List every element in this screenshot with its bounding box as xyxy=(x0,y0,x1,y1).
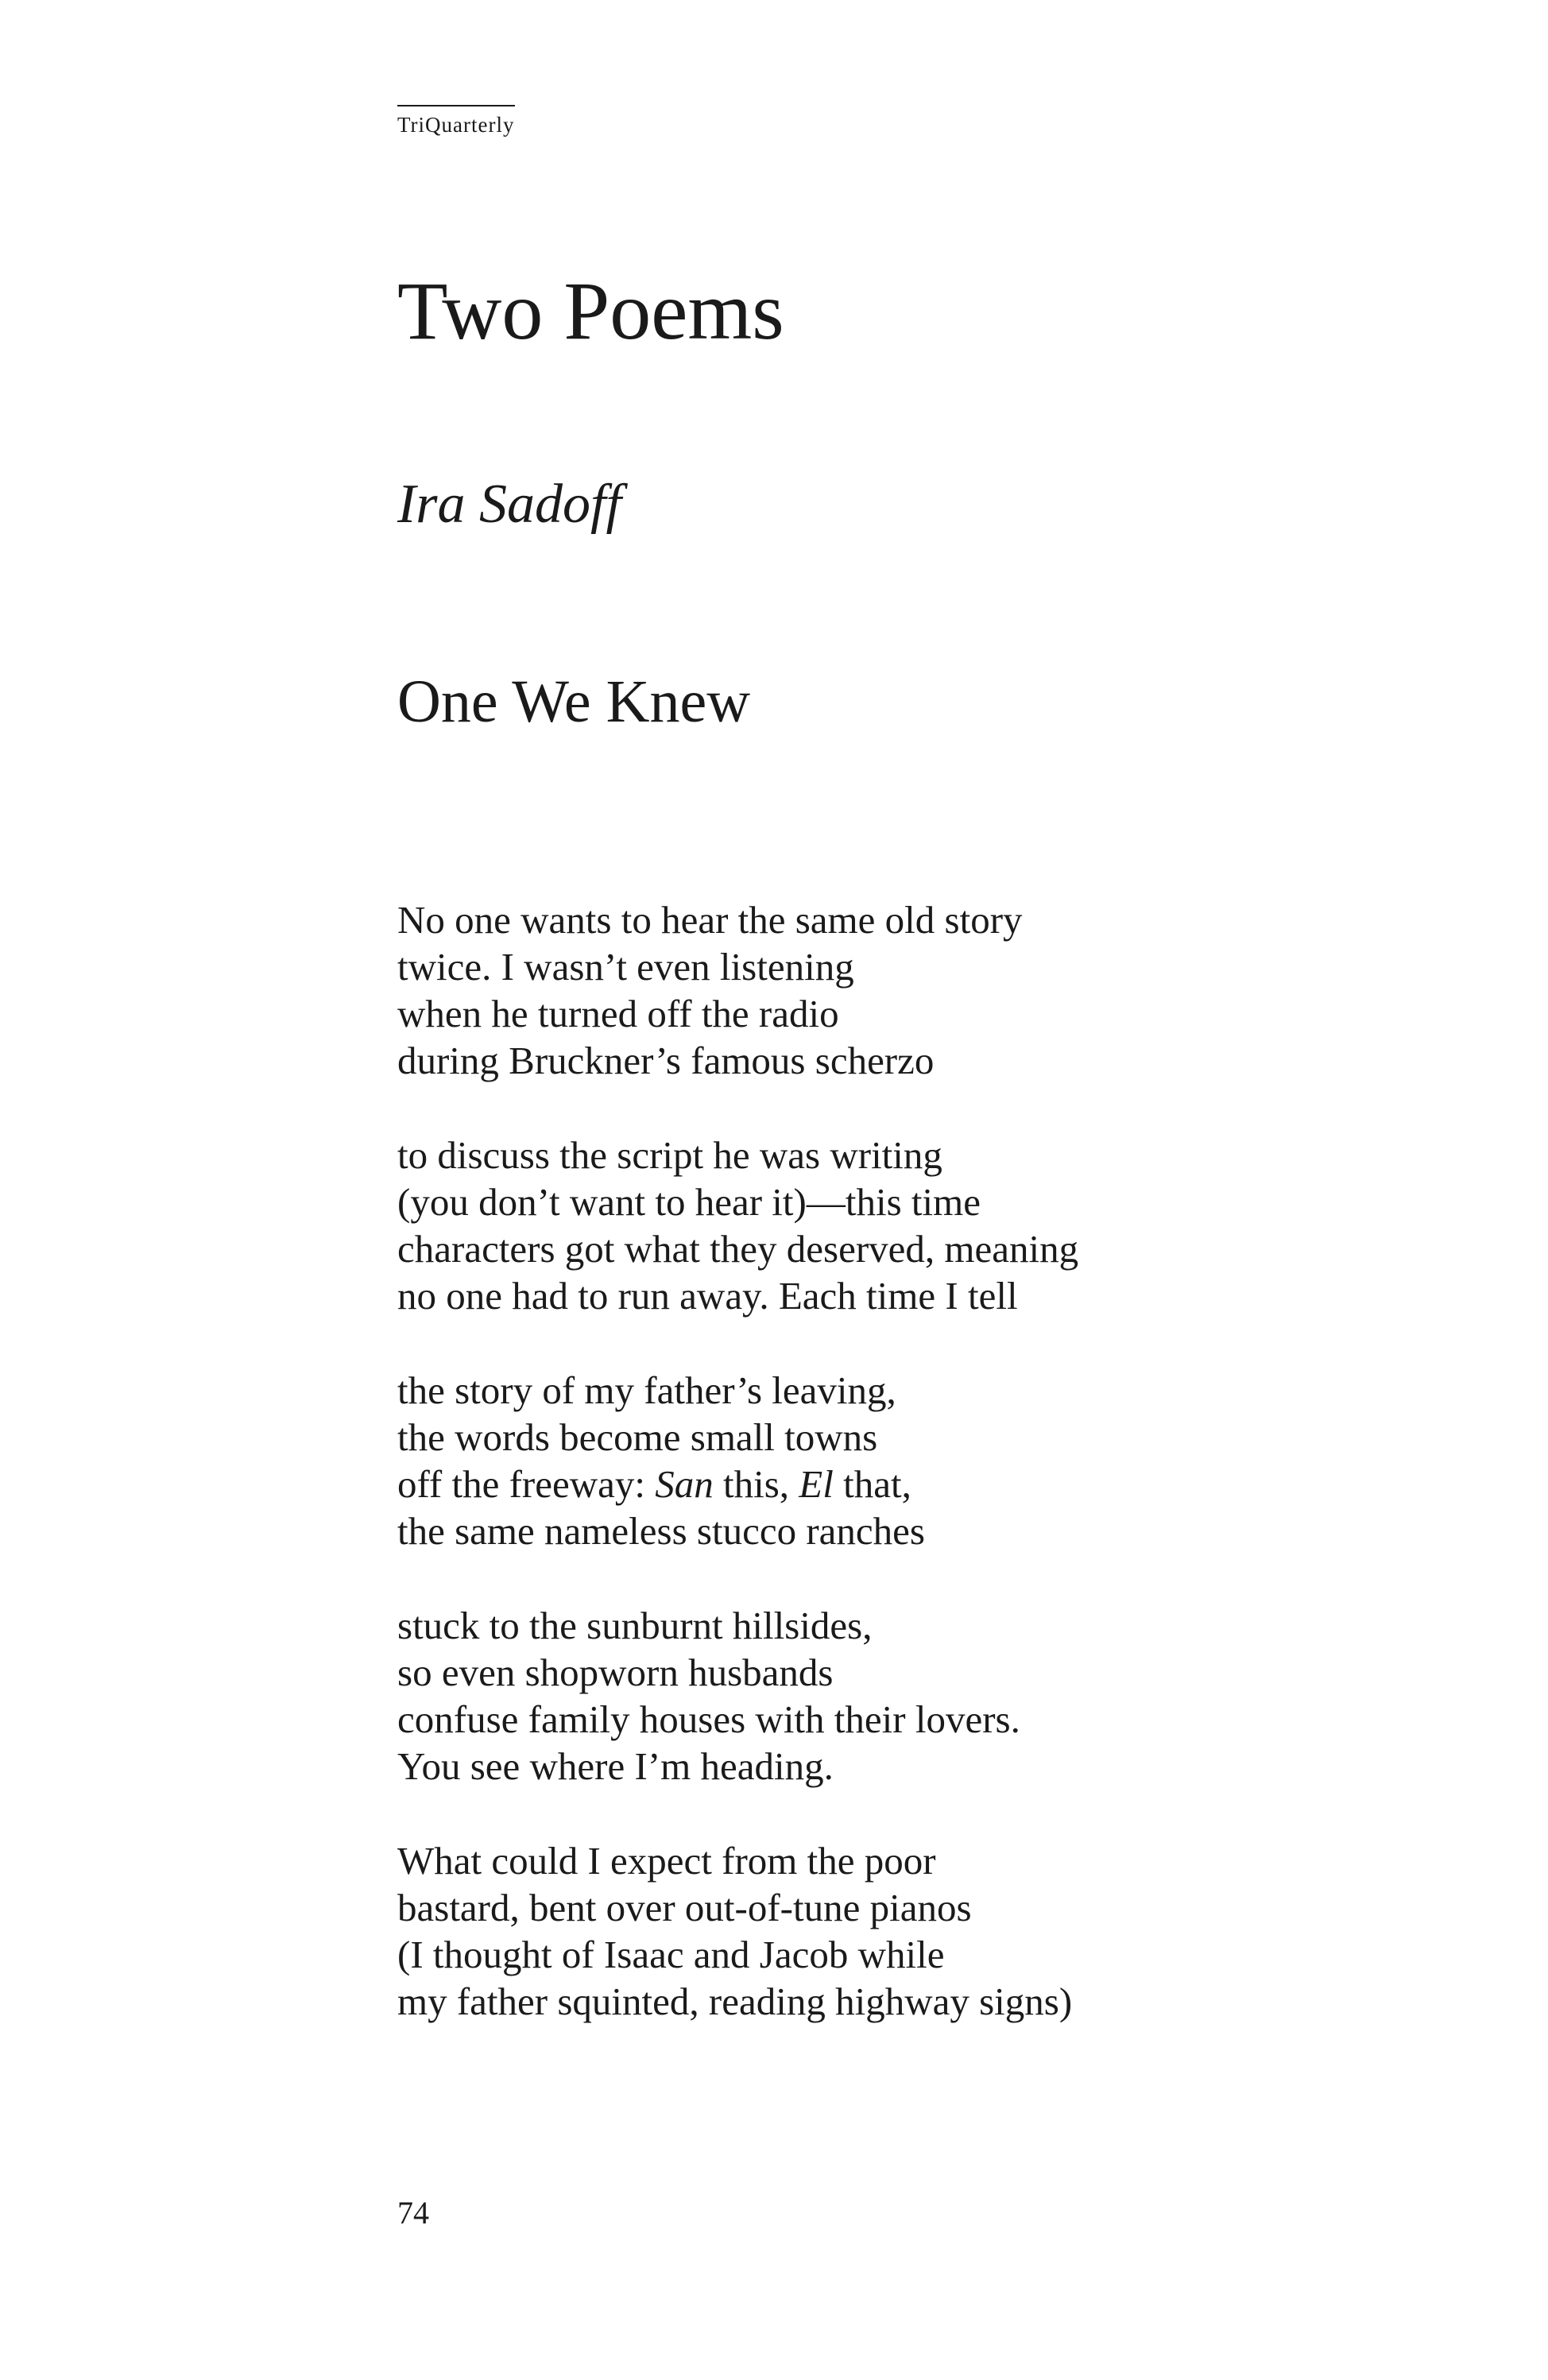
poem-line: (I thought of Isaac and Jacob while xyxy=(397,1933,945,1976)
stanza-5 xyxy=(397,1837,1430,2025)
poem-line: (you don’t want to hear it)—this time xyxy=(397,1180,981,1224)
poem-line: You see where I’m heading. xyxy=(397,1744,834,1788)
poem-line: the same nameless stucco ranches xyxy=(397,1509,925,1553)
stanza-1 xyxy=(397,896,1430,1084)
running-head: TriQuarterly xyxy=(397,105,515,136)
italic-word: El xyxy=(799,1462,834,1506)
line-text: this, xyxy=(713,1462,799,1506)
italic-word: San xyxy=(655,1462,714,1506)
poem-line: the story of my father’s leaving, xyxy=(397,1368,896,1412)
poem-line: stuck to the sunburnt hillsides, xyxy=(397,1604,873,1647)
poem-line: when he turned off the radio xyxy=(397,992,839,1035)
stanza-2 xyxy=(397,1132,1430,1319)
poem-title: One We Knew xyxy=(397,668,751,735)
poem-line: twice. I wasn’t even listening xyxy=(397,945,854,989)
stanza-4 xyxy=(397,1602,1430,1790)
author-name: Ira Sadoff xyxy=(397,474,621,535)
poem-line: characters got what they deserved, meaning xyxy=(397,1227,1079,1271)
article-title: Two Poems xyxy=(397,265,784,357)
poem-line: during Bruckner’s famous scherzo xyxy=(397,1039,935,1082)
stanza-3 xyxy=(397,1367,1430,1554)
page-number: 74 xyxy=(397,2195,429,2231)
poem-line: so even shopworn husbands xyxy=(397,1651,834,1694)
poem-line: bastard, bent over out-of-tune pianos xyxy=(397,1886,972,1929)
poem-line: the words become small towns xyxy=(397,1415,878,1459)
line-text: that, xyxy=(833,1462,911,1506)
poem-line xyxy=(397,1461,1430,1507)
poem-line: confuse family houses with their lovers. xyxy=(397,1697,1020,1741)
poem-line: no one had to run away. Each time I tell xyxy=(397,1274,1018,1318)
poem-line: No one wants to hear the same old story xyxy=(397,898,1023,942)
poem-line: What could I expect from the poor xyxy=(397,1839,936,1883)
poem-line: my father squinted, reading highway signs) xyxy=(397,1979,1073,2023)
poem-body xyxy=(397,896,1430,2072)
line-text: off the freeway: xyxy=(397,1462,656,1506)
poem-line: to discuss the script he was writing xyxy=(397,1133,942,1177)
